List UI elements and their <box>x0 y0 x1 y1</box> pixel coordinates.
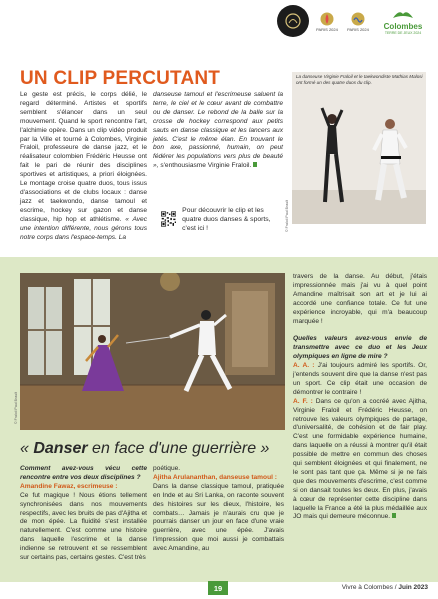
interview-speaker-amandine: Amandine Fawaz, escrimeuse : <box>20 482 118 490</box>
partner-logos <box>277 4 430 38</box>
interview-answer-amandine: Ce fut magique ! Nous étions tellement synchronisées dans nos mouvements respectifs, avec les bruits de pas d'Ajitha et de mon épée. La fluidité s'est installée naturellement. C'est comme une histoire dans laquelle l'escrime et la danse indienne se retrouvent et se ressemblent sur certains pas, certains gestes. C'est très <box>20 491 147 562</box>
interview-column-right <box>293 273 427 522</box>
end-mark-icon <box>253 162 257 167</box>
article-title: UN CLIP PERCUTANT <box>20 68 221 89</box>
interview-answer-af: Dans ce qu'on a cocréé avec Ajitha, Virginie Fraloil et Frédéric Heusse, on retrouve les valeurs olympiques de partage, d'universalité, de cohésion et de fair play. C'est une formidable expérience humaine, dans laquelle on a réussi à montrer qu'il était possible de mettre en commun des choses qui semblent éloignées et qui finalement, ne le sont pas tant que ça. Même si je ne fais que des mouvements d'escrime, c'est comme si on dansait toutes les deux. En plus, j'avais à cœur de représenter cette discipline dans laquelle la France a été la plus médaillée aux JO mais qui demeure méconnue. <box>293 397 427 521</box>
paralympic-logo <box>345 11 371 32</box>
page-number: 19 <box>208 581 228 595</box>
photo-credit-2: © Fraloil Paul Brault <box>14 391 18 424</box>
agitos-icon <box>350 11 366 27</box>
colombes-logo <box>376 8 430 35</box>
interview-answer-aa: J'ai toujours admiré les sportifs. Or, j'entends souvent dire que la danse n'est pas un sport. Ce clip était une occasion de démontrer le contraire ! <box>293 362 427 396</box>
qr-text: Pour découvrir le clip et les quatre duos danses & sports, c'est ici ! <box>182 206 271 232</box>
qr-callout[interactable] <box>161 200 283 238</box>
flame-icon <box>319 11 335 27</box>
interview-speaker-ajitha: Ajitha Arulananthan, danseuse tamoul : <box>153 473 277 481</box>
laurel-icon <box>283 11 303 31</box>
interview-answer-ajitha: Dans la danse classique tamoul, pratiquée en Inde et au Sri Lanka, on raconte souvent des histoires sur les dieux, l'histoire, les combats… Jamais je n'aurais cru que je pourrais danser un jour en face d'une vraie guerrière, avec une épée. J'avais l'impression que moi aussi je combattais avec Amandine, au <box>153 482 284 553</box>
photo-caption: La danseuse Virginie Fraloil et le taekwondiste Mathias Malosi ont formé un des quatre duos du clip. <box>296 74 423 85</box>
interview-question-1: Comment avez-vous vécu cette rencontre entre vos deux disciplines ? <box>20 465 147 481</box>
article-column-2 <box>153 91 283 171</box>
end-mark-icon <box>392 513 396 518</box>
article-quote-1: « Avec une intention différente, nous gérons tous notre corps dans l'espace-temps. La <box>20 215 147 241</box>
interview-speaker-aa: A. A. : <box>293 362 315 370</box>
interview-column-middle <box>153 465 284 554</box>
photo-credit: © Fraloil Paul Brault <box>285 199 289 232</box>
photo-taekwondo-duo-image <box>292 72 426 224</box>
interview-speaker-af: A. F. : <box>293 397 313 405</box>
medal-logo <box>277 5 309 37</box>
paralympic-label: PARIS 2024 <box>347 26 369 32</box>
interview-answer-amandine-end: poétique. <box>153 465 181 472</box>
colombes-subtitle: TERRE DE JEUX 2024 <box>384 30 422 35</box>
photo-taekwondo-duo <box>292 72 426 224</box>
interview-headline: « Danser en face d'une guerrière » <box>20 440 270 457</box>
article-quote-2: danseuse tamoul et l'escrimeuse saluent la terre, le ciel et le cœur avant de combattre ou de danser. Le rebond de la balle sur la crosse de hockey correspond aux petits sauts en danse classique et les lancers aux jetés. C'est le même élan. En trouvant le bon axe, passionné, humain, on peut fédérer les populations vers plus de beauté », <box>153 91 283 170</box>
photo-fencing-dance <box>20 273 285 430</box>
interview-answer-continued: travers de la danse. Au début, j'étais impressionnée mais j'ai vu à quel point Amandine maîtrisait son art et je lui ai accordé une confiance totale. Ce fut une expérience incroyable, qui m'a beaucoup marquée ! <box>293 273 427 325</box>
article-text-1: Le geste est précis, le corps délié, le regard déterminé. Artistes et sportifs semblent s'élancer dans un seul mouvement. Quand le sport rencontre l'art, l'alchimie opère. Dans un clip vidéo produit par la Ville et tourné à Colombes, Virginie Fraloil, professeure de danse jazz, et le réalisateur colombien Frédéric Heusse ont fait le pari de réunir des disciplines sportives et artistiques, a priori éloignées. Le montage croise quatre duos, tous issus d'associations et de clubs locaux : danse jazz et taekwondo, danse tamoul et escrime, hockey sur gazon et danse classique, hip hop et athlétisme. <box>20 91 147 223</box>
interview-question-2: Quelles valeurs avez-vous envie de transmettre avec ce duo et les Jeux olympiques en ligne de mire ? <box>293 335 427 361</box>
footer-magazine: Vivre à Colombes / Juin 2023 <box>341 584 428 591</box>
article-text-2: s'enthousiasme Virginie Fraloil. <box>160 162 252 170</box>
qr-code-icon[interactable] <box>161 204 176 234</box>
paris-2024-label: PARIS 2024 <box>316 26 338 32</box>
paris-2024-logo <box>314 11 340 32</box>
article-column-1 <box>20 91 147 242</box>
dove-icon <box>389 8 417 22</box>
colombes-name: Colombes <box>383 21 423 31</box>
interview-column-left <box>20 465 147 563</box>
photo-fencing-dance-image <box>20 273 285 430</box>
